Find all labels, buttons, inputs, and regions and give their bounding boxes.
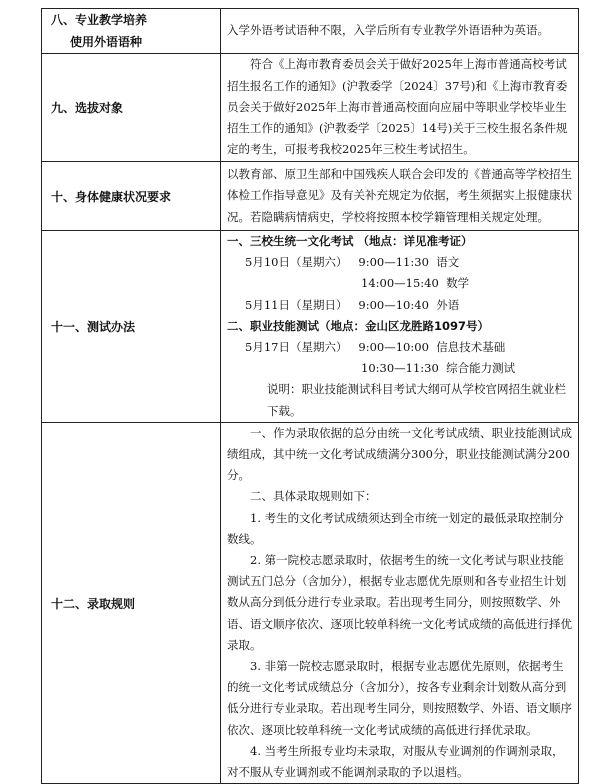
schedule-line: 5月10日（星期六） 9:00—11:30 语文	[245, 255, 460, 270]
row-heading-line: 九、选拔对象	[51, 101, 124, 115]
row-heading-line: 八、专业教学培养	[51, 13, 148, 27]
row-content	[221, 162, 579, 231]
row-heading	[42, 422, 221, 783]
row-heading-line: 十、身体健康状况要求	[51, 189, 172, 204]
content-paragraph: 符合《上海市教育委员会关于做好2025年上海市普通高校考试招生报名工作的通知》(沪教委学〔2024〕37号)和《上海市教育委员会关于做好2025年上海市普通高校面向应届中等职业学校毕业生招生工作的通知》(沪教委学〔2025〕14号)关于三校生报名条件规定的考生，可报考我校2025年三校生考试招生。	[227, 57, 568, 157]
content-paragraph: 2. 第一院校志愿录取时，依据考生的统一文化考试与职业技能测试五门总分（含加分），根据专业志愿优先原则和各专业招生计划数从高分到低分进行专业录取。若出现考生同分，则按照数学、外语、语文顺序依次、逐项比较单科统一文化考试成绩的高低进行择优录取。	[227, 553, 572, 652]
note-line: 说明：职业技能测试科目考试大纲可从学校官网招生就业栏下载。	[267, 382, 566, 418]
table-row	[42, 231, 579, 423]
schedule-line: 5月17日（星期六） 9:00—10:00 信息技术基础	[245, 340, 506, 355]
row-heading	[42, 231, 221, 423]
schedule-line: 5月11日（星期日） 9:00—10:40 外语	[245, 297, 460, 312]
admission-rules-table	[41, 8, 579, 784]
content-paragraph: 二、具体录取规则如下：	[250, 489, 377, 504]
section-title: 一、三校生统一文化考试 （地点：详见准考证）	[227, 234, 473, 248]
content-paragraph: 入学外语考试语种不限，入学后所有专业教学外语语种为英语。	[227, 23, 549, 38]
schedule-line: 10:30—11:30 综合能力测试	[361, 361, 516, 376]
schedule-line: 14:00—15:40 数学	[361, 276, 470, 291]
table-row	[42, 422, 579, 783]
row-heading	[42, 162, 221, 231]
row-content	[221, 54, 579, 162]
row-content	[221, 9, 579, 54]
table-row	[42, 9, 579, 54]
content-paragraph: 一、作为录取依据的总分由统一文化考试成绩、职业技能测试成绩组成，其中统一文化考试成绩满分300分，职业技能测试满分200分。	[227, 425, 572, 483]
content-paragraph: 以教育部、原卫生部和中国残疾人联合会印发的《普通高等学校招生体检工作指导意见》及有关补充规定为依据，考生须据实上报健康状况。若隐瞒病情病史，学校将按照本校学籍管理相关规定处理。	[227, 167, 572, 224]
row-heading-line: 十二、录取规则	[51, 596, 136, 611]
row-heading	[42, 9, 221, 54]
row-heading-line: 使用外语语种	[70, 35, 143, 49]
row-content	[221, 422, 579, 783]
row-heading-line: 十一、测试办法	[51, 319, 136, 334]
section-title: 二、职业技能测试（地点：金山区龙胜路1097号）	[227, 318, 490, 333]
row-heading	[42, 54, 221, 162]
row-content	[221, 231, 579, 423]
table-row	[42, 54, 579, 162]
table-row	[42, 162, 579, 231]
content-paragraph: 1. 考生的文化考试成绩须达到全市统一划定的最低录取控制分数线。	[227, 510, 564, 546]
content-paragraph: 4. 当考生所报专业均未录取，对服从专业调剂的作调剂录取，对不服从专业调剂或不能调剂录取的予以退档。	[227, 743, 564, 780]
content-paragraph: 3. 非第一院校志愿录取时，根据专业志愿优先原则，依据考生的统一文化考试成绩总分（含加分），按各专业剩余计划数从高分到低分进行专业录取。若出现考生同分，则按照数学、外语、语文顺序依次、逐项比较单科统一文化考试成绩的高低进行择优录取。	[227, 659, 572, 737]
